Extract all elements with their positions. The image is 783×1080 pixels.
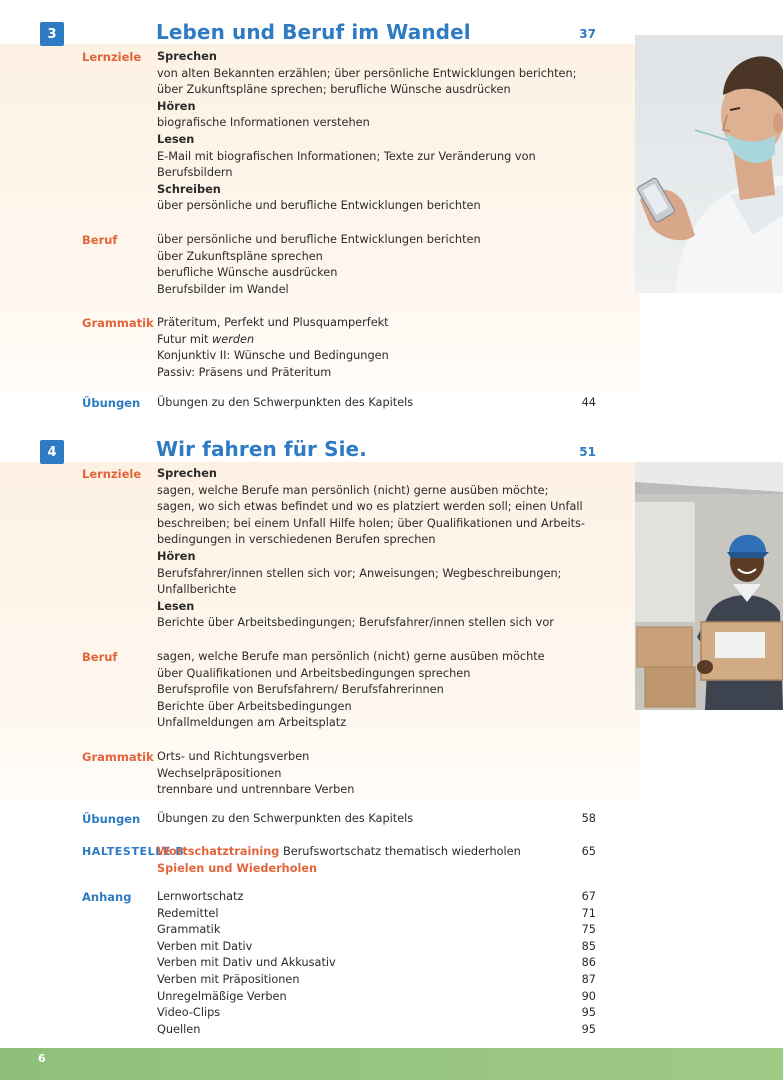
footer-bar bbox=[0, 1048, 783, 1080]
grammatik-italic-word: werden bbox=[212, 332, 255, 346]
lernziel-line: über Zukunftspläne sprechen; berufliche Wünsche ausdrücken bbox=[157, 83, 511, 97]
chapter-3-lernziele-label: Lernziele bbox=[82, 50, 142, 64]
man-with-phone-image bbox=[635, 35, 783, 293]
anhang-page[interactable]: 85 bbox=[581, 939, 596, 953]
chapter-3-title: Leben und Beruf im Wandel bbox=[156, 20, 471, 44]
anhang-page[interactable]: 75 bbox=[581, 923, 596, 937]
haltestelle-page[interactable]: 65 bbox=[581, 845, 596, 858]
lernziel-line: biografische Informationen verstehen bbox=[157, 116, 370, 130]
chapter-3-page[interactable]: 37 bbox=[579, 27, 596, 41]
anhang-pages bbox=[540, 889, 596, 1038]
anhang-item[interactable]: Verben mit Präpositionen bbox=[157, 972, 300, 986]
chapter-4-photo bbox=[635, 462, 783, 710]
lernziel-line: bedingungen in verschiedenen Berufen sprechen bbox=[157, 533, 436, 547]
anhang-page[interactable]: 71 bbox=[581, 906, 596, 920]
lernziel-line: über persönliche und berufliche Entwicklungen berichten bbox=[157, 199, 481, 213]
anhang-item[interactable]: Grammatik bbox=[157, 923, 221, 937]
lernziel-line: beschreiben; bei einem Unfall Hilfe holen; über Qualifikationen und Arbeits- bbox=[157, 516, 585, 530]
chapter-3-lernziele bbox=[157, 49, 627, 215]
grammatik-line bbox=[157, 332, 627, 349]
grammatik-line: Wechselpräpositionen bbox=[157, 766, 282, 780]
uebungen-text: Übungen zu den Schwerpunkten des Kapitels bbox=[157, 396, 414, 409]
chapter-4-beruf-label: Beruf bbox=[82, 650, 118, 664]
anhang-item[interactable]: Quellen bbox=[157, 1022, 201, 1036]
uebungen-text: Übungen zu den Schwerpunkten des Kapitels bbox=[157, 812, 414, 825]
lernziel-line: Schreiben bbox=[157, 182, 221, 196]
anhang-page[interactable]: 86 bbox=[581, 956, 596, 970]
chapter-3-uebungen-page[interactable]: 44 bbox=[581, 396, 596, 409]
anhang-page[interactable]: 87 bbox=[581, 972, 596, 986]
chapter-4-beruf bbox=[157, 649, 627, 732]
chapter-3-photo bbox=[635, 35, 783, 293]
beruf-line: berufliche Wünsche ausdrücken bbox=[157, 266, 338, 280]
lernziel-line: Berichte über Arbeitsbedingungen; Berufsfahrer/innen stellen sich vor bbox=[157, 616, 554, 630]
chapter-4-uebungen-label: Übungen bbox=[82, 812, 141, 826]
lernziel-line: Berufsfahrer/innen stellen sich vor; Anweisungen; Wegbeschreibungen; bbox=[157, 566, 562, 580]
beruf-line: Berichte über Arbeitsbedingungen bbox=[157, 699, 352, 713]
chapter-4-page[interactable]: 51 bbox=[579, 445, 596, 459]
anhang-item[interactable]: Redemittel bbox=[157, 906, 219, 920]
anhang-item[interactable]: Unregelmäßige Verben bbox=[157, 989, 287, 1003]
anhang-item[interactable]: Verben mit Dativ bbox=[157, 939, 253, 953]
grammatik-text: Futur mit bbox=[157, 332, 213, 346]
anhang-item[interactable]: Video-Clips bbox=[157, 1006, 221, 1020]
chapter-4-lernziele-label: Lernziele bbox=[82, 467, 142, 481]
chapter-3-beruf bbox=[157, 232, 627, 298]
chapter-3-grammatik-label: Grammatik bbox=[82, 316, 154, 330]
anhang-page[interactable]: 67 bbox=[581, 890, 596, 903]
lernziel-line: sagen, wo sich etwas befindet und wo es platziert werden soll; einen Unfall bbox=[157, 500, 583, 514]
lernziel-line: Lesen bbox=[157, 599, 195, 613]
chapter-3-beruf-label: Beruf bbox=[82, 233, 118, 247]
anhang-page[interactable]: 95 bbox=[581, 1022, 596, 1036]
haltestelle-label: HALTESTELLE B bbox=[82, 845, 185, 858]
beruf-line: Unfallmeldungen am Arbeitsplatz bbox=[157, 716, 347, 730]
beruf-line: über Qualifikationen und Arbeitsbedingungen sprechen bbox=[157, 666, 471, 680]
lernziel-line: Sprechen bbox=[157, 50, 217, 63]
chapter-3-grammatik bbox=[157, 315, 627, 381]
grammatik-line: Präteritum, Perfekt und Plusquamperfekt bbox=[157, 316, 389, 329]
chapter-3-uebungen-label: Übungen bbox=[82, 396, 141, 410]
chapter-4-grammatik bbox=[157, 749, 627, 799]
grammatik-line: trennbare und untrennbare Verben bbox=[157, 783, 355, 797]
anhang-label: Anhang bbox=[82, 890, 132, 904]
chapter-4-title: Wir fahren für Sie. bbox=[156, 437, 367, 461]
lernziel-line: Sprechen bbox=[157, 467, 217, 480]
chapter-4-uebungen-page[interactable]: 58 bbox=[581, 812, 596, 825]
lernziel-line: von alten Bekannten erzählen; über persönliche Entwicklungen berichten; bbox=[157, 66, 577, 80]
lernziel-line: Lesen bbox=[157, 132, 195, 146]
lernziel-line: Berufsbildern bbox=[157, 166, 233, 180]
lernziel-line: Hören bbox=[157, 99, 196, 113]
grammatik-line: Passiv: Präsens und Präteritum bbox=[157, 365, 332, 379]
spielen-label: Spielen und Wiederholen bbox=[157, 861, 318, 875]
lernziel-line: Hören bbox=[157, 549, 196, 563]
chapter-4-lernziele bbox=[157, 466, 627, 632]
grammatik-line: Konjunktiv II: Wünsche und Bedingungen bbox=[157, 349, 389, 363]
beruf-line: Berufsprofile von Berufsfahrern/ Berufsfahrerinnen bbox=[157, 683, 444, 697]
anhang-page[interactable]: 90 bbox=[581, 989, 596, 1003]
chapter-3-number: 3 bbox=[40, 22, 64, 46]
beruf-line: Berufsbilder im Wandel bbox=[157, 282, 289, 296]
lernziel-line: Unfallberichte bbox=[157, 583, 237, 597]
anhang-item[interactable]: Verben mit Dativ und Akkusativ bbox=[157, 956, 336, 970]
anhang-item[interactable]: Lernwortschatz bbox=[157, 890, 244, 903]
beruf-line: über Zukunftspläne sprechen bbox=[157, 249, 323, 263]
anhang-page[interactable]: 95 bbox=[581, 1006, 596, 1020]
footer-page-number: 6 bbox=[38, 1052, 46, 1065]
delivery-man-image bbox=[635, 462, 783, 710]
chapter-4-grammatik-label: Grammatik bbox=[82, 750, 154, 764]
lernziel-line: sagen, welche Berufe man persönlich (nicht) gerne ausüben möchte; bbox=[157, 483, 549, 497]
chapter-4-number: 4 bbox=[40, 440, 64, 464]
grammatik-line: Orts- und Richtungsverben bbox=[157, 750, 310, 763]
lernziel-line: E-Mail mit biografischen Informationen; Texte zur Veränderung von bbox=[157, 149, 536, 163]
haltestelle-description: Berufswortschatz thematisch wiederholen bbox=[279, 845, 521, 858]
beruf-line: über persönliche und berufliche Entwicklungen berichten bbox=[157, 233, 481, 246]
wortschatztraining-label: Wortschatztraining bbox=[157, 845, 280, 858]
beruf-line: sagen, welche Berufe man persönlich (nicht) gerne ausüben möchte bbox=[157, 650, 545, 663]
